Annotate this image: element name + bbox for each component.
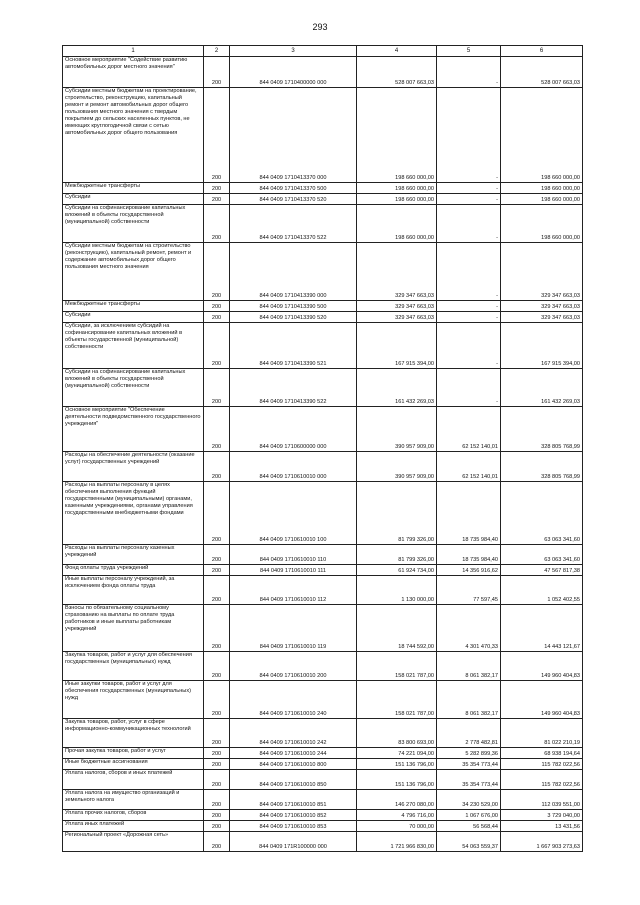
table-row	[63, 832, 583, 852]
header-col-6: 6	[501, 46, 583, 57]
row-value-4: 61 924 734,00	[357, 565, 437, 576]
row-name: Взносы по обязательному социальному страхованию на выплаты по оплате труда работников и иные выплаты работникам учреждений	[63, 605, 204, 652]
row-value-4: 4 796 716,00	[357, 810, 437, 821]
table-row	[63, 770, 583, 790]
row-value-5: 35 354 773,44	[437, 759, 501, 770]
row-value-4: 158 021 787,00	[357, 681, 437, 719]
row-value-4: 329 347 663,03	[357, 301, 437, 312]
row-col-2: 200	[204, 301, 230, 312]
row-value-5: 77 597,45	[437, 576, 501, 605]
row-value-5: 5 282 899,36	[437, 748, 501, 759]
row-value-4: 1 130 000,00	[357, 576, 437, 605]
table-row	[63, 821, 583, 832]
row-code: 844 0409 1710400000 000	[230, 57, 357, 88]
row-code: 844 0409 1710413390 522	[230, 369, 357, 407]
table-row	[63, 719, 583, 748]
row-col-2: 200	[204, 545, 230, 565]
table-row	[63, 183, 583, 194]
row-name: Субсидии на софинансирование капитальных вложений в объекты государственной (муниципальной) собственности	[63, 205, 204, 243]
row-value-6: 63 063 341,60	[501, 482, 583, 545]
row-value-4: 1 721 966 830,00	[357, 832, 437, 852]
table-row	[63, 323, 583, 369]
row-col-2: 200	[204, 565, 230, 576]
row-name: Межбюджетные трансферты	[63, 183, 204, 194]
row-value-4: 151 136 796,00	[357, 770, 437, 790]
row-code: 844 0409 171R100000 000	[230, 832, 357, 852]
row-value-5: 2 778 482,81	[437, 719, 501, 748]
row-name: Субсидии местным бюджетам на проектирование, строительство, реконструкцию, капитальный ремонт и ремонт автомобильных дорог общего пользования местного значения с твердым покрытием до сельских населенных пунктов, не имеющих круглогодичной связи с сетью автомобильных дорог общего пользования	[63, 88, 204, 183]
header-col-4: 4	[357, 46, 437, 57]
row-code: 844 0409 1710610010 119	[230, 605, 357, 652]
row-value-6: 167 915 394,00	[501, 323, 583, 369]
row-name: Субсидии на софинансирование капитальных вложений в объекты государственной (муниципальной) собственности	[63, 369, 204, 407]
row-value-6: 329 347 663,03	[501, 312, 583, 323]
row-name: Субсидии	[63, 194, 204, 205]
row-name: Фонд оплаты труда учреждений	[63, 565, 204, 576]
row-col-2: 200	[204, 790, 230, 810]
row-name: Основное мероприятие "Обеспечение деятельности подведомственного государственного учреждения"	[63, 407, 204, 452]
row-code: 844 0409 1710413390 520	[230, 312, 357, 323]
row-code: 844 0409 1710610010 240	[230, 681, 357, 719]
row-value-6: 115 782 022,56	[501, 770, 583, 790]
row-code: 844 0409 1710610010 100	[230, 482, 357, 545]
row-value-6: 47 567 817,38	[501, 565, 583, 576]
row-code: 844 0409 1710610010 110	[230, 545, 357, 565]
table-row	[63, 681, 583, 719]
row-col-2: 200	[204, 681, 230, 719]
table-row	[63, 88, 583, 183]
row-code: 844 0409 1710610010 852	[230, 810, 357, 821]
row-value-6: 149 960 404,83	[501, 652, 583, 681]
row-value-6: 1 052 402,55	[501, 576, 583, 605]
row-col-2: 200	[204, 605, 230, 652]
row-value-4: 158 021 787,00	[357, 652, 437, 681]
table-row	[63, 452, 583, 482]
row-value-5: 18 735 984,40	[437, 545, 501, 565]
row-value-6: 3 729 040,00	[501, 810, 583, 821]
row-code: 844 0409 1710413370 000	[230, 88, 357, 183]
row-value-6: 198 660 000,00	[501, 88, 583, 183]
table-row	[63, 790, 583, 810]
table-row	[63, 482, 583, 545]
row-value-6: 198 660 000,00	[501, 183, 583, 194]
row-value-5: 35 354 773,44	[437, 770, 501, 790]
row-value-5: -	[437, 194, 501, 205]
table-body	[63, 57, 583, 852]
table-row	[63, 759, 583, 770]
row-code: 844 0409 1710610010 800	[230, 759, 357, 770]
row-col-2: 200	[204, 748, 230, 759]
row-code: 844 0409 1710610010 000	[230, 452, 357, 482]
row-name: Расходы на обеспечение деятельности (оказание услуг) государственных учреждений	[63, 452, 204, 482]
row-value-6: 115 782 022,56	[501, 759, 583, 770]
row-code: 844 0409 1710610010 111	[230, 565, 357, 576]
row-col-2: 200	[204, 57, 230, 88]
row-value-6: 161 432 269,03	[501, 369, 583, 407]
row-value-5: -	[437, 57, 501, 88]
row-name: Иные выплаты персоналу учреждений, за исключением фонда оплаты труда	[63, 576, 204, 605]
row-name: Расходы на выплаты персоналу казенных учреждений	[63, 545, 204, 565]
row-name: Прочая закупка товаров, работ и услуг	[63, 748, 204, 759]
row-value-4: 198 660 000,00	[357, 194, 437, 205]
row-value-6: 328 805 768,99	[501, 452, 583, 482]
row-col-2: 200	[204, 810, 230, 821]
row-code: 844 0409 1710413390 500	[230, 301, 357, 312]
row-value-5: 14 356 916,62	[437, 565, 501, 576]
row-code: 844 0409 1710413370 522	[230, 205, 357, 243]
row-value-6: 81 022 210,19	[501, 719, 583, 748]
row-col-2: 200	[204, 759, 230, 770]
row-value-4: 146 270 080,00	[357, 790, 437, 810]
row-value-5: -	[437, 301, 501, 312]
row-value-4: 81 799 326,00	[357, 482, 437, 545]
row-value-5: 54 063 559,37	[437, 832, 501, 852]
row-code: 844 0409 1710610010 244	[230, 748, 357, 759]
table-row	[63, 301, 583, 312]
row-name: Межбюджетные трансферты	[63, 301, 204, 312]
table-row	[63, 243, 583, 301]
row-name: Субсидии, за исключением субсидий на софинансирование капитальных вложений в объекты государственной (муниципальной) собственности	[63, 323, 204, 369]
table-row	[63, 194, 583, 205]
row-value-5: -	[437, 369, 501, 407]
header-col-5: 5	[437, 46, 501, 57]
row-name: Основное мероприятие "Содействие развитию автомобильных дорог местного значения"	[63, 57, 204, 88]
row-value-4: 390 957 909,00	[357, 452, 437, 482]
table-row	[63, 652, 583, 681]
row-col-2: 200	[204, 88, 230, 183]
row-value-6: 112 039 551,00	[501, 790, 583, 810]
row-value-4: 329 347 663,03	[357, 243, 437, 301]
row-value-5: 62 152 140,01	[437, 452, 501, 482]
row-col-2: 200	[204, 482, 230, 545]
row-name: Иные бюджетные ассигнования	[63, 759, 204, 770]
table-row	[63, 605, 583, 652]
row-name: Уплата прочих налогов, сборов	[63, 810, 204, 821]
table-row	[63, 205, 583, 243]
table-row	[63, 57, 583, 88]
row-value-5: -	[437, 205, 501, 243]
header-col-2: 2	[204, 46, 230, 57]
row-name: Субсидии	[63, 312, 204, 323]
row-name: Субсидии местным бюджетам на строительство (реконструкцию), капитальный ремонт, ремонт и содержание автомобильных дорог общего пользования местного значения	[63, 243, 204, 301]
row-value-6: 68 938 194,64	[501, 748, 583, 759]
row-value-5: 4 301 470,33	[437, 605, 501, 652]
row-value-6: 198 660 000,00	[501, 194, 583, 205]
table-row	[63, 576, 583, 605]
row-col-2: 200	[204, 821, 230, 832]
row-col-2: 200	[204, 369, 230, 407]
row-value-6: 63 063 341,60	[501, 545, 583, 565]
row-value-5: -	[437, 88, 501, 183]
row-value-4: 198 660 000,00	[357, 205, 437, 243]
row-col-2: 200	[204, 652, 230, 681]
row-code: 844 0409 1710413390 521	[230, 323, 357, 369]
row-col-2: 200	[204, 407, 230, 452]
row-name: Закупка товаров, работ и услуг для обеспечения государственных (муниципальных) нужд	[63, 652, 204, 681]
row-value-4: 70 000,00	[357, 821, 437, 832]
row-value-4: 528 007 663,03	[357, 57, 437, 88]
row-col-2: 200	[204, 576, 230, 605]
row-value-6: 13 431,56	[501, 821, 583, 832]
page-number: 293	[312, 22, 328, 32]
row-value-6: 528 007 663,03	[501, 57, 583, 88]
row-value-4: 198 660 000,00	[357, 88, 437, 183]
row-col-2: 200	[204, 194, 230, 205]
row-value-5: -	[437, 323, 501, 369]
row-value-6: 328 805 768,99	[501, 407, 583, 452]
row-col-2: 200	[204, 312, 230, 323]
row-code: 844 0409 1710610010 242	[230, 719, 357, 748]
header-col-3: 3	[230, 46, 357, 57]
row-value-4: 329 347 663,03	[357, 312, 437, 323]
row-col-2: 200	[204, 205, 230, 243]
row-code: 844 0409 1710413390 000	[230, 243, 357, 301]
row-value-6: 14 443 121,67	[501, 605, 583, 652]
row-value-4: 198 660 000,00	[357, 183, 437, 194]
row-code: 844 0409 1710413370 500	[230, 183, 357, 194]
row-value-4: 161 432 269,03	[357, 369, 437, 407]
row-value-5: 56 568,44	[437, 821, 501, 832]
table-row	[63, 545, 583, 565]
row-code: 844 0409 1710610010 853	[230, 821, 357, 832]
row-value-6: 329 347 663,03	[501, 243, 583, 301]
row-value-5: 62 152 140,01	[437, 407, 501, 452]
table-row	[63, 369, 583, 407]
row-code: 844 0409 1710610010 200	[230, 652, 357, 681]
row-col-2: 200	[204, 183, 230, 194]
row-value-6: 149 960 404,83	[501, 681, 583, 719]
header-col-1: 1	[63, 46, 204, 57]
row-value-5: -	[437, 312, 501, 323]
table-row	[63, 810, 583, 821]
row-code: 844 0409 1710600000 000	[230, 407, 357, 452]
budget-table	[62, 45, 583, 852]
row-value-5: -	[437, 183, 501, 194]
row-col-2: 200	[204, 452, 230, 482]
row-value-4: 74 221 094,00	[357, 748, 437, 759]
row-name: Закупка товаров, работ, услуг в сфере информационно-коммуникационных технологий	[63, 719, 204, 748]
row-value-4: 83 800 693,00	[357, 719, 437, 748]
row-name: Расходы на выплаты персоналу в целях обеспечения выполнения функций государственными (муниципальными) органами, казенными учреждениями, органами управления государственными внебюджетными фондами	[63, 482, 204, 545]
row-value-4: 151 136 796,00	[357, 759, 437, 770]
row-code: 844 0409 1710610010 112	[230, 576, 357, 605]
row-name: Региональный проект «Дорожная сеть»	[63, 832, 204, 852]
row-code: 844 0409 1710610010 851	[230, 790, 357, 810]
row-col-2: 200	[204, 243, 230, 301]
table-row	[63, 565, 583, 576]
row-code: 844 0409 1710413370 520	[230, 194, 357, 205]
row-name: Уплата иных платежей	[63, 821, 204, 832]
row-code: 844 0409 1710610010 850	[230, 770, 357, 790]
header-row	[63, 46, 583, 57]
row-value-5: 1 067 676,00	[437, 810, 501, 821]
row-col-2: 200	[204, 323, 230, 369]
row-value-6: 1 667 903 273,63	[501, 832, 583, 852]
row-name: Иные закупки товаров, работ и услуг для обеспечения государственных (муниципальных) нужд	[63, 681, 204, 719]
row-value-4: 18 744 592,00	[357, 605, 437, 652]
row-value-4: 167 915 394,00	[357, 323, 437, 369]
table-row	[63, 407, 583, 452]
table-row	[63, 748, 583, 759]
row-value-5: 34 230 529,00	[437, 790, 501, 810]
row-name: Уплата налога на имущество организаций и земельного налога	[63, 790, 204, 810]
row-value-6: 198 660 000,00	[501, 205, 583, 243]
row-value-5: 8 061 382,17	[437, 652, 501, 681]
row-col-2: 200	[204, 832, 230, 852]
table-row	[63, 312, 583, 323]
row-value-5: 8 061 382,17	[437, 681, 501, 719]
row-value-5: 18 735 984,40	[437, 482, 501, 545]
row-value-4: 390 957 909,00	[357, 407, 437, 452]
row-name: Уплата налогов, сборов и иных платежей	[63, 770, 204, 790]
row-value-6: 329 347 663,03	[501, 301, 583, 312]
row-col-2: 200	[204, 770, 230, 790]
row-value-4: 81 799 326,00	[357, 545, 437, 565]
row-value-5: -	[437, 243, 501, 301]
row-col-2: 200	[204, 719, 230, 748]
